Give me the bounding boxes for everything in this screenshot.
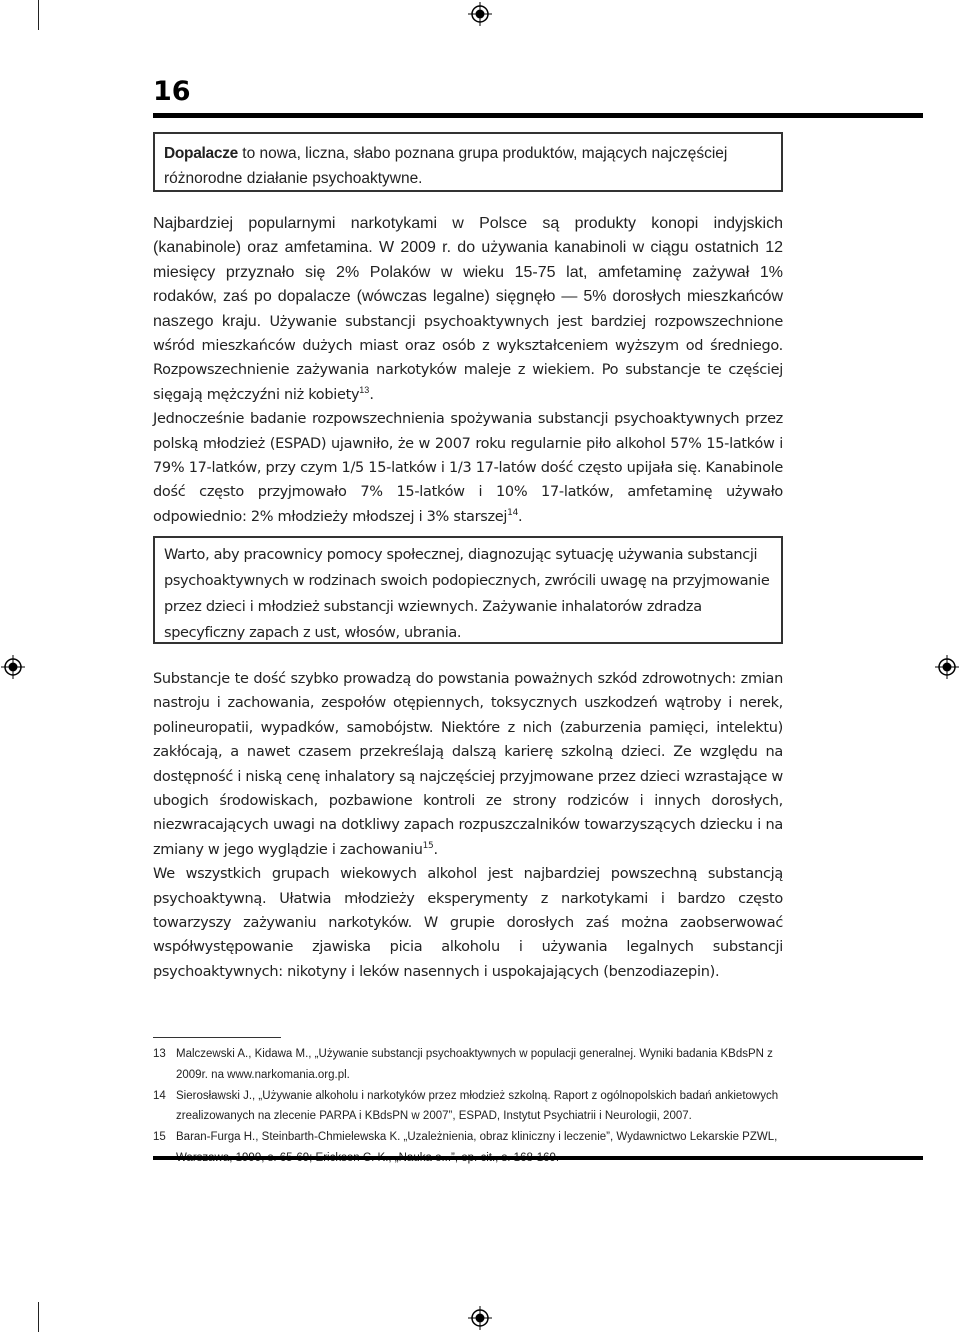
footnote-number: 15 <box>153 1131 166 1144</box>
crop-mark <box>38 0 39 30</box>
footnote-number: 14 <box>153 1089 166 1102</box>
header-rule <box>153 113 923 118</box>
page-number: 16 <box>153 76 191 107</box>
intro-lead-term: Dopalacze <box>164 145 238 162</box>
footnote-number: 13 <box>153 1048 166 1060</box>
footnote-ref-15[interactable]: 15 <box>422 840 434 851</box>
footnote-text: Sierosławski J., „Używanie alkoholu i narkotyków przez młodzież szkolną. Raport z ogólnopolskich badań ankietowych zrealizowanych na zlecenie PARPA i KBdsPN w 2007”, ESPAD, Instytut Psychiatrii i Neurologii, 2007. <box>176 1089 779 1123</box>
paragraph-1-text-3: Jednocześnie badanie rozpowszechnienia spożywania substancji psychoaktywnych przez polską młodzież (ESPAD) ujawniło, że w 2007 roku regularnie piło alkohol 57% 15-latków i 79% 17-latków, przy czym 1/5 15-latków i 1/3 17-latów dość często upijała się. Kanabinole dość często przyjmowało 7% 15-latków i 10% 17-latków, amfetaminę używało odpowiednio: 2% młodzieży młodszej i 3% starszej <box>153 411 783 525</box>
intro-text: to nowa, liczna, słabo poznana grupa produktów, mających najczęściej różnorodne działanie psychoaktywne. <box>164 145 728 187</box>
footnotes <box>153 1044 793 1169</box>
intro-box <box>153 132 783 192</box>
footer-rule <box>153 1156 923 1160</box>
warning-box <box>153 536 783 644</box>
warning-text: Warto, aby pracownicy pomocy społecznej, diagnozując sytuację używania substancji psychoaktywnych w rodzinach swoich podopiecznych, zwrócili uwagę na przyjmowanie przez dzieci i młodzież substancji wziewnych. Zażywanie inhalatorów zdradza specyficzny zapach z ust, włosów, ubrania. <box>164 547 770 641</box>
footnote-text: Baran-Furga H., Steinbarth-Chmielewska K. „Uzależnienia, obraz kliniczny i leczenie”, Wydawnictwo Lekarskie PZWL, <box>176 1131 778 1144</box>
paragraph-1-text: Najbardziej popularnymi narkotykami w Polsce są produkty konopi indyjskich (kanabinole) oraz amfetamina. W 2009 r. do używania kanabinoli w ciągu ostatnich 12 miesięcy przyznało się 2% Polaków w wieku 15-75 lat, amfetaminę zażywał 1% rodaków, zaś po dopalacze (wówczas legalne) sięgnęło — 5% dorosłych mieszkańców naszego kraju. <box>153 215 783 330</box>
footnote-ref-14[interactable]: 14 <box>507 507 518 518</box>
registration-mark-icon <box>468 1306 492 1330</box>
footnote-rule <box>153 1037 281 1038</box>
footnote-text: Malczewski A., Kidawa M., „Używanie substancji psychoaktywnych w populacji generalnej. Wyniki badania KBdsPN z 2009r. na www.narkomania.org.pl. <box>176 1048 773 1081</box>
sentence-end: . <box>518 508 523 525</box>
footnote-13 <box>153 1044 793 1086</box>
footnote-14 <box>153 1086 793 1128</box>
paragraph-1-text-2: Używanie substancji psychoaktywnych jest bardziej rozpowszechnione wśród mieszkańców dużych miast oraz osób z wykształceniem wyższym od średniego. Rozpowszechnienie zażywania narkotyków maleje z wiekiem. Po substancje te częściej sięgają mężczyźni niż kobiety <box>153 313 783 403</box>
sentence-end: . <box>433 841 438 858</box>
registration-mark-icon <box>935 655 959 679</box>
footnote-15 <box>153 1127 793 1169</box>
body-paragraph-2 <box>153 667 783 984</box>
body-paragraph-1 <box>153 212 783 529</box>
registration-mark-icon <box>468 2 492 26</box>
crop-mark <box>38 1302 39 1332</box>
paragraph-2-text: Substancje te dość szybko prowadzą do powstania poważnych szkód zdrowotnych: zmian nastroju i zachowania, zespołów otępiennych, toksycznych uszkodzeń wątroby i nerek, polineuropatii, wypadków, samobójstw. Niektóre z nich (zaburzenia pamięci, intelektu) zakłócają, a nawet czasem przekreślają dalszą karierę szkolną dzieci. Ze względu na dostępność i niską cenę inhalatory są najczęściej przyjmowane przez dzieci wzrastające w ubogich środowiskach, pozbawione kontroli ze strony rodziców i innych dorosłych, niezwracających uwagi na dotkliwy zapach rozpuszczalników towarzyszących dziecku i na zmiany w jego wyglądzie i zachowaniu <box>153 671 783 858</box>
paragraph-2-text-2: We wszystkich grupach wiekowych alkohol jest najbardziej powszechną substancją psychoaktywną. Ułatwia młodzieży eksperymenty z narkotykami i bardzo często towarzyszy zażywaniu narkotyków. W grupie dorosłych zaś można zaobserwować współwystępowanie zjawiska picia alkoholu i używania legalnych substancji psychoaktywnych: nikotyny i leków nasennych i uspokajających (benzodiazepin). <box>153 866 783 980</box>
registration-mark-icon <box>1 655 25 679</box>
footnote-ref-13[interactable]: 13 <box>359 384 370 395</box>
sentence-end: . <box>369 386 374 403</box>
